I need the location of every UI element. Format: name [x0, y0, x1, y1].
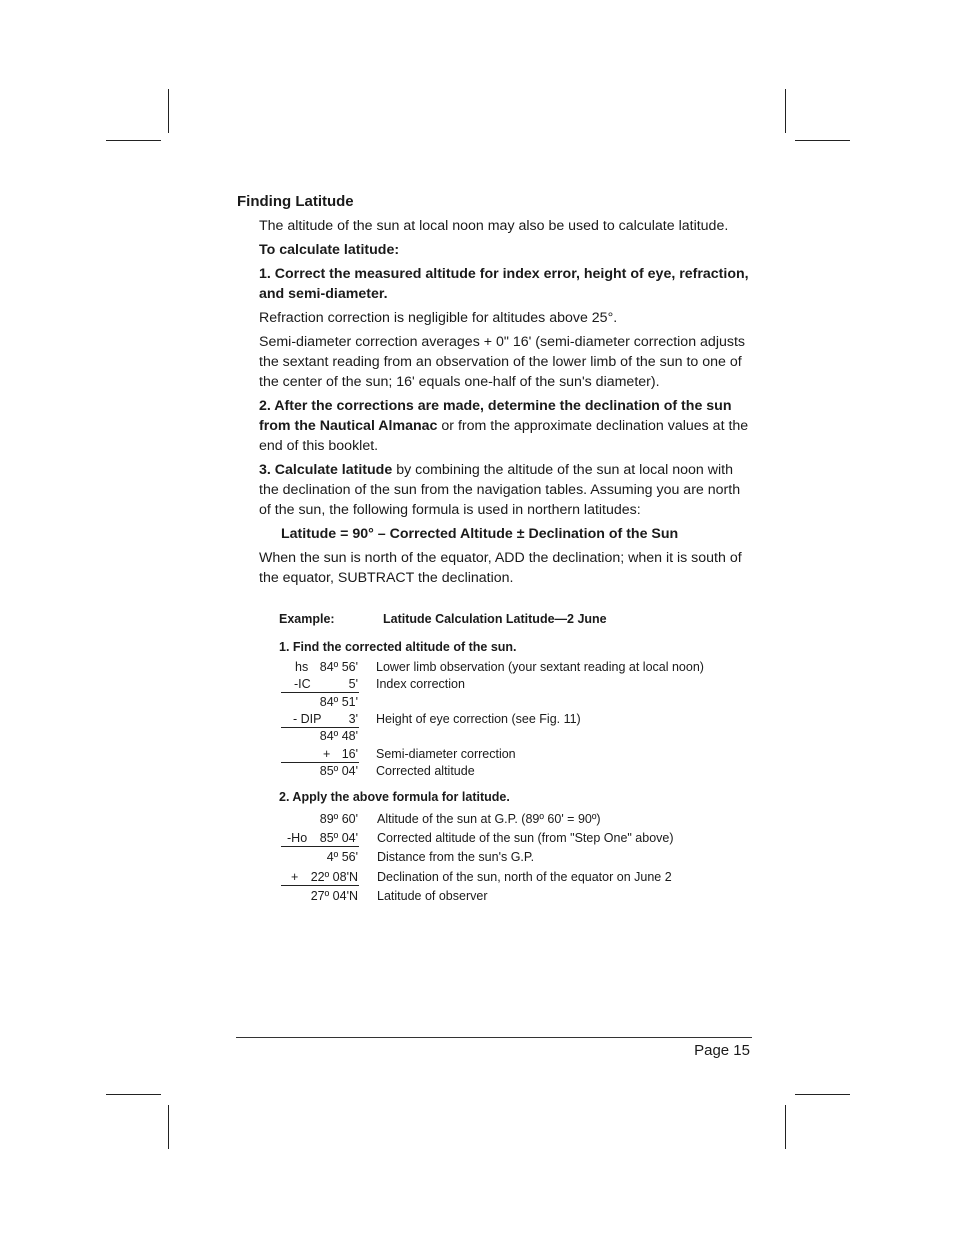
calc-row-amount: 85º 04' — [319, 763, 358, 778]
calc-row-amount: 84º 48' — [319, 729, 358, 744]
crop-mark — [795, 1094, 850, 1095]
calc-row-amount: 5' — [348, 677, 358, 692]
calc-row-description: Lower limb observation (your sextant reading at local noon) — [376, 660, 704, 674]
calc-row-value — [281, 676, 358, 692]
step-2: 2. After the corrections are made, determine the declination of the sun from the Nautical Almanac or from the approximate declination values at the end of this booklet. — [259, 398, 749, 454]
calc-row-label: hs — [295, 660, 309, 674]
calc-row-value — [281, 869, 358, 885]
calc-row-description: Distance from the sun's G.P. — [377, 850, 535, 865]
calc-row-amount: 89º 60' — [319, 812, 358, 826]
example-label: Example: — [279, 612, 335, 626]
intro-paragraph: The altitude of the sun at local noon may also be used to calculate latitude. — [259, 218, 729, 234]
calc-row-amount: 85º 04' — [319, 831, 358, 846]
calc-row-value — [281, 811, 358, 827]
calc-row-description: Corrected altitude of the sun (from "Step One" above) — [377, 831, 674, 846]
sum-rule — [281, 846, 359, 847]
calc-row-amount: 22º 08'N — [310, 869, 358, 884]
calc-row-description: Semi-diameter correction — [376, 746, 516, 761]
calc-row-description: Latitude of observer — [377, 888, 488, 903]
step-3: 3. Calculate latitude by combining the altitude of the sun at local noon with the declination of the sun from the navigation tables. Assuming you are north of the sun, the following formula is used in northern latitudes: — [259, 462, 741, 518]
calc-row-amount: 4º 56' — [326, 850, 358, 865]
calc-row-description: Index correction — [376, 677, 465, 692]
calc-row-value — [281, 763, 358, 779]
calc-row-description: Altitude of the sun at G.P. (89º 60' = 90º) — [377, 812, 601, 826]
refraction-note: Refraction correction is negligible for altitudes above 25°. — [259, 310, 618, 326]
calc-row-value — [281, 746, 358, 762]
part1-heading: 1. Find the corrected altitude of the sun. — [279, 640, 517, 654]
crop-mark — [785, 1105, 786, 1149]
calc-row-label: + — [323, 746, 331, 761]
semi-diameter-note: Semi-diameter correction averages + 0" 16' (semi-diameter correction adjusts the sextant reading from an observation of the lower limb of the sun to one of the center of the sun; 16' equals one-half of the sun's diameter). — [259, 334, 745, 390]
body-text — [259, 216, 755, 592]
equator-note: When the sun is north of the equator, ADD the declination; when it is south of the equator, SUBTRACT the declination. — [259, 550, 742, 586]
footer-rule — [236, 1037, 752, 1038]
calc-row-amount: 84º 51' — [319, 694, 358, 709]
calc-row-amount: 84º 56' — [319, 660, 358, 674]
calc-row-label: - DIP — [293, 711, 322, 726]
calc-row-value — [281, 711, 358, 727]
part2-heading: 2. Apply the above formula for latitude. — [279, 790, 510, 804]
crop-mark — [785, 89, 786, 133]
calc-row-description: Height of eye correction (see Fig. 11) — [376, 711, 581, 726]
calc-heading: To calculate latitude: — [259, 242, 400, 258]
crop-mark — [795, 140, 850, 141]
calc-row-amount: 3' — [348, 711, 358, 726]
crop-mark — [168, 89, 169, 133]
example-title: Latitude Calculation Latitude—2 June — [383, 612, 607, 626]
calc-row-label: -Ho — [287, 831, 308, 846]
crop-mark — [168, 1105, 169, 1149]
sum-rule — [281, 885, 359, 886]
calc-row-value — [281, 659, 358, 675]
calc-row-value — [281, 849, 358, 865]
calc-row-label: + — [291, 869, 299, 884]
crop-mark — [106, 1094, 161, 1095]
calc-row-label: -IC — [294, 677, 311, 692]
calc-row-description: Declination of the sun, north of the equator on June 2 — [377, 869, 672, 884]
calc-row-value — [281, 728, 358, 744]
calc-row-amount: 27º 04'N — [310, 888, 358, 903]
latitude-formula: Latitude = 90° – Corrected Altitude ± Declination of the Sun — [281, 526, 679, 542]
calc-row-amount: 16' — [341, 746, 358, 761]
calc-row-value — [281, 888, 358, 904]
step-1: 1. Correct the measured altitude for index error, height of eye, refraction, and semi-diameter. — [259, 266, 749, 302]
calc-row-value — [281, 830, 358, 846]
page-number: Page 15 — [694, 1042, 750, 1059]
calc-row-value — [281, 694, 358, 710]
calc-row-description: Corrected altitude — [376, 763, 475, 778]
section-heading: Finding Latitude — [237, 193, 354, 210]
crop-mark — [106, 140, 161, 141]
